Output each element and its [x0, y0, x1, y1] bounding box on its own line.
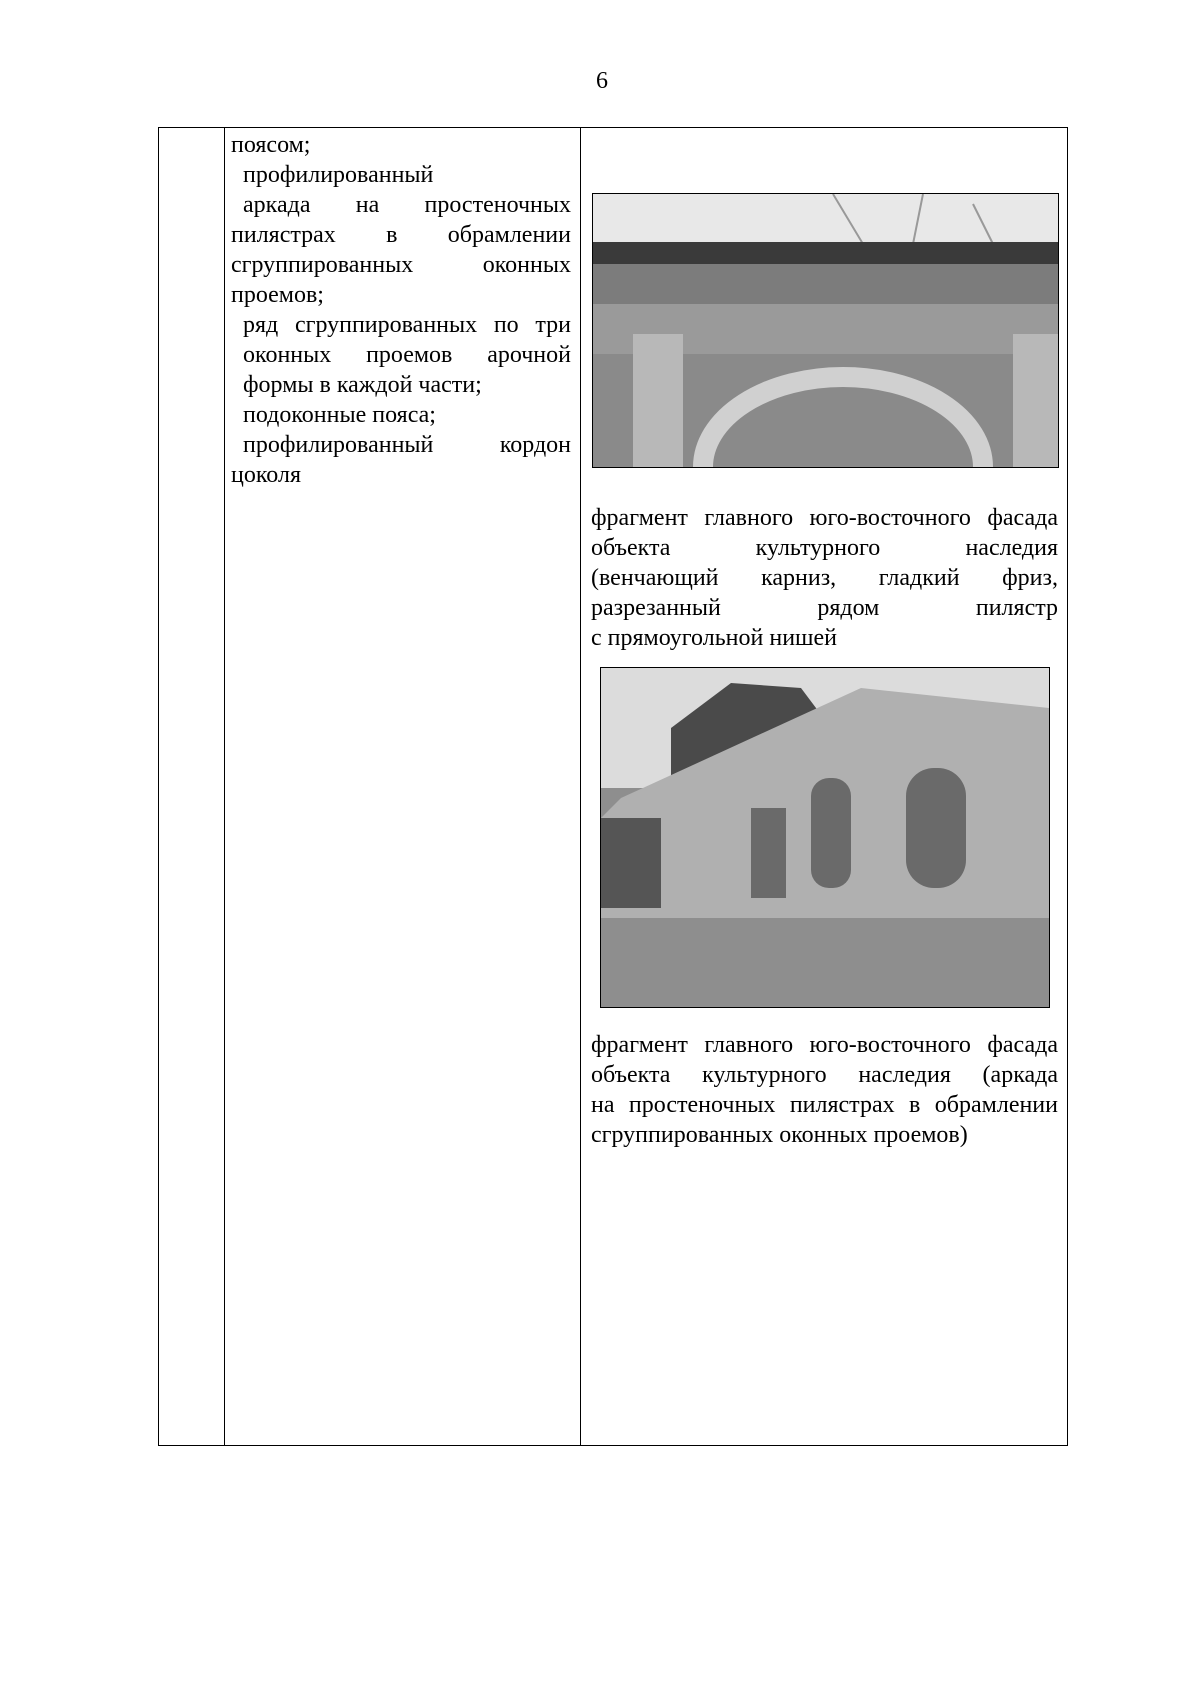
features-list — [231, 130, 571, 490]
facade-arcade-image — [601, 668, 1049, 1007]
facade-cornice-photo — [592, 193, 1059, 468]
text-line: проемов; — [231, 282, 324, 308]
column-divider — [580, 128, 581, 1445]
text-line: (венчающий карниз, гладкий фриз, — [591, 565, 1058, 591]
text-line: подоконные пояса; — [243, 402, 436, 428]
text-line: объекта культурного наследия — [591, 535, 1058, 561]
text-line: аркада на простеночных — [243, 192, 571, 218]
facade-cornice-image — [593, 194, 1058, 467]
text-line: пилястрах в обрамлении — [231, 222, 571, 248]
text-line: объекта культурного наследия (аркада — [591, 1062, 1058, 1088]
text-line: сгруппированных оконных — [231, 252, 571, 278]
facade-arcade-photo — [600, 667, 1050, 1008]
text-line: фрагмент главного юго-восточного фасада — [591, 1032, 1058, 1058]
photo-caption-1 — [591, 503, 1058, 653]
text-line: ряд сгруппированных по три — [243, 312, 571, 338]
text-line: профилированный кордон — [243, 432, 571, 458]
page-number: 6 — [596, 68, 608, 94]
text-line: поясом; — [231, 132, 311, 158]
text-line: профилированный — [243, 162, 434, 188]
photo-caption-2 — [591, 1030, 1058, 1150]
text-line: с прямоугольной нишей — [591, 625, 838, 651]
text-line: сгруппированных оконных проемов) — [591, 1122, 968, 1148]
text-line: формы в каждой части; — [243, 372, 482, 398]
text-line: разрезанный рядом пилястр — [591, 595, 1058, 621]
text-line: оконных проемов арочной — [243, 342, 571, 368]
text-line: фрагмент главного юго-восточного фасада — [591, 505, 1058, 531]
column-divider — [224, 128, 225, 1445]
text-line: на простеночных пилястрах в обрамлении — [591, 1092, 1058, 1118]
text-line: цоколя — [231, 462, 301, 488]
